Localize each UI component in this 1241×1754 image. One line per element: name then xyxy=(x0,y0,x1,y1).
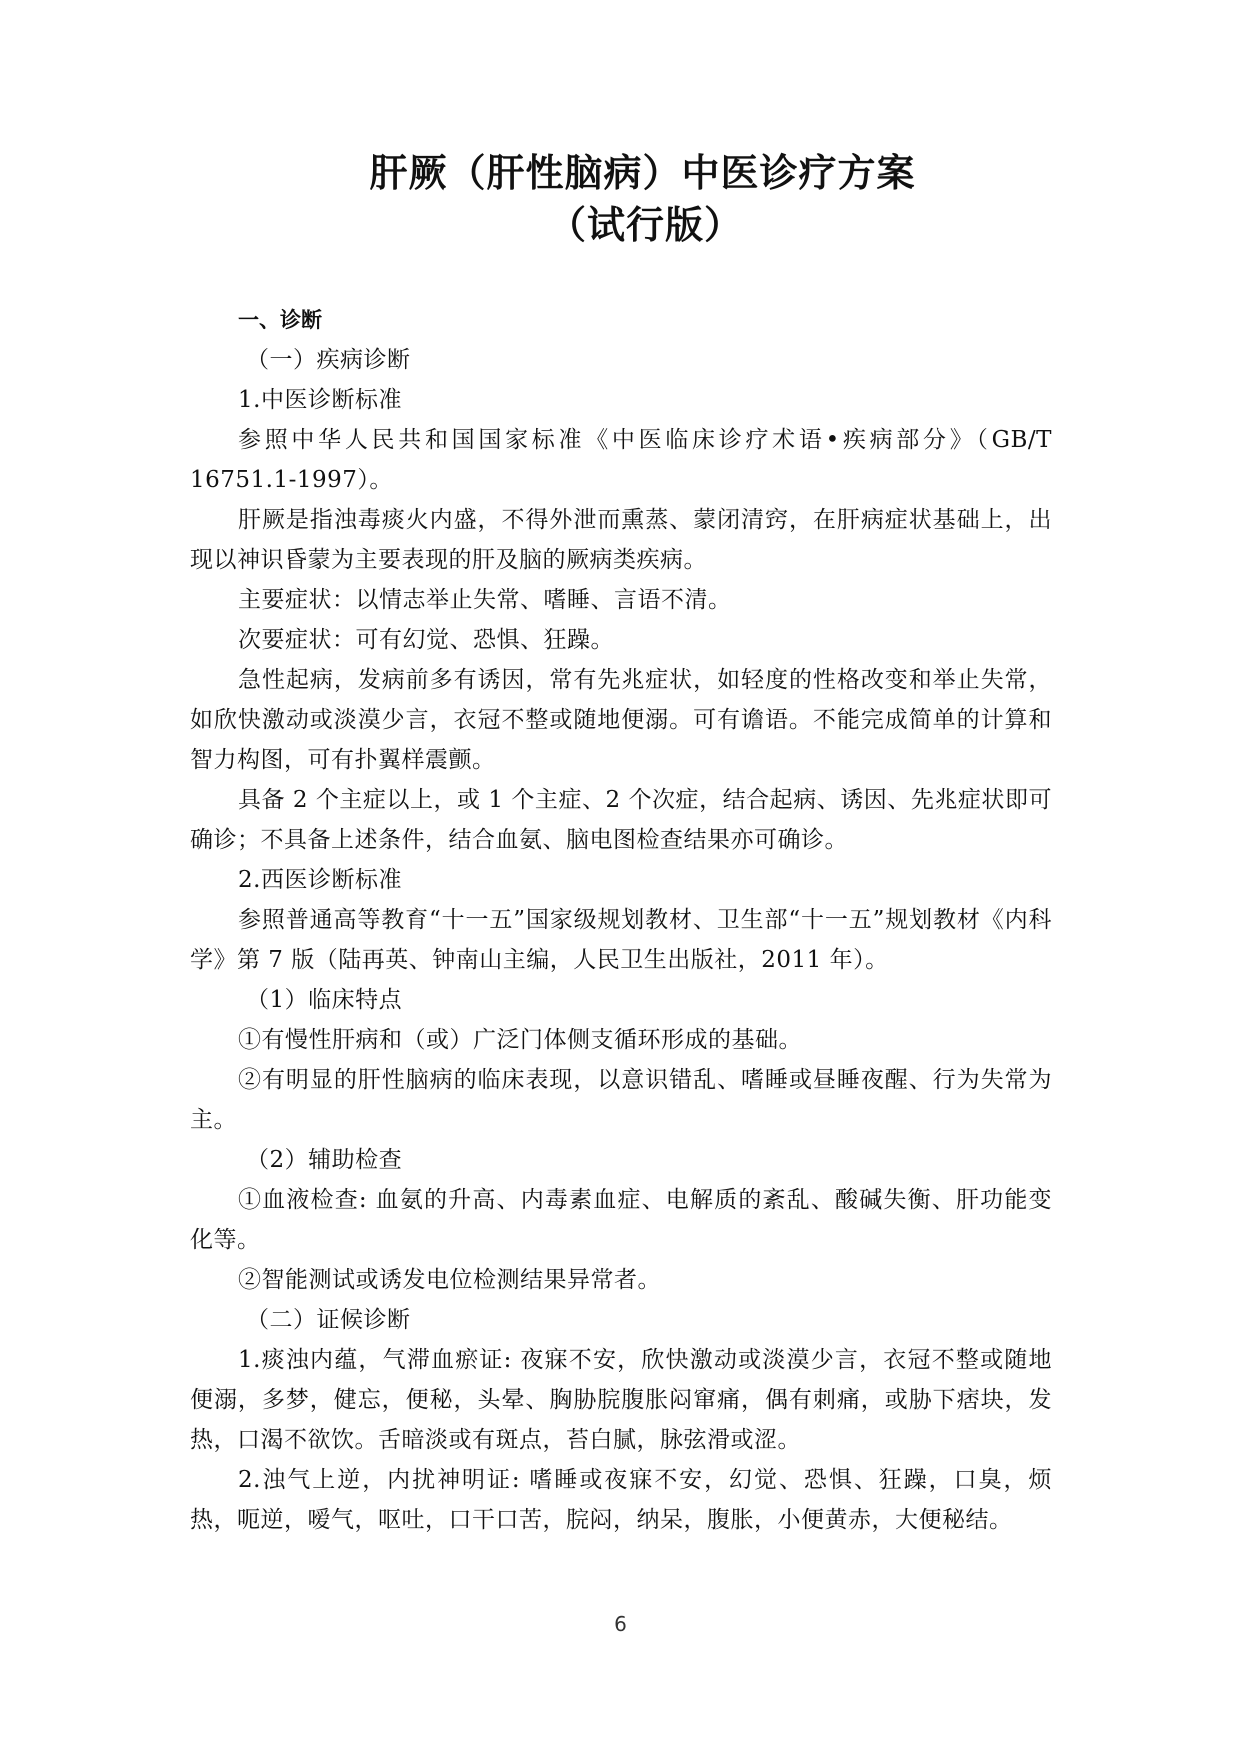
subsection-heading: （一）疾病诊断 xyxy=(246,347,411,373)
paragraph: 肝厥是指浊毒痰火内盛，不得外泄而熏蒸、蒙闭清窍，在肝病症状基础上，出现以神识昏蒙为主要表现的肝及脑的厥病类疾病。 xyxy=(190,507,1052,573)
paragraph: ②智能测试或诱发电位检测结果异常者。 xyxy=(238,1267,661,1293)
paragraph: 急性起病，发病前多有诱因，常有先兆症状，如轻度的性格改变和举止失常，如欣快激动或淡漠少言，衣冠不整或随地便溺。可有谵语。不能完成简单的计算和智力构图，可有扑翼样震颤。 xyxy=(190,667,1052,773)
paragraph: ②有明显的肝性脑病的临床表现，以意识错乱、嗜睡或昼睡夜醒、行为失常为主。 xyxy=(190,1067,1052,1133)
paragraph: 参照普通高等教育“十一五”国家级规划教材、卫生部“十一五”规划教材《内科学》第 7 版（陆再英、钟南山主编，人民卫生出版社，2011 年）。 xyxy=(190,907,1052,973)
document-title: 肝厥（肝性脑病）中医诊疗方案 xyxy=(369,151,916,195)
paragraph: 主要症状：以情志举止失常、嗜睡、言语不清。 xyxy=(238,587,732,613)
page-number: 6 xyxy=(614,1612,627,1636)
paragraph: 参照中华人民共和国国家标准《中医临床诊疗术语•疾病部分》（GB/T 16751.1-1997）。 xyxy=(190,427,1052,493)
subsection-heading: （1）临床特点 xyxy=(246,987,403,1013)
document-subtitle: （试行版） xyxy=(547,203,743,247)
paragraph: 具备 2 个主症以上，或 1 个主症、2 个次症，结合起病、诱因、先兆症状即可确诊；不具备上述条件，结合血氨、脑电图检查结果亦可确诊。 xyxy=(190,787,1052,853)
paragraph: 2.浊气上逆，内扰神明证: 嗜睡或夜寐不安，幻觉、恐惧、狂躁，口臭，烦热，呃逆，嗳气，呕吐，口干口苦，脘闷，纳呆，腹胀，小便黄赤，大便秘结。 xyxy=(190,1467,1052,1533)
subsection-heading: 2.西医诊断标准 xyxy=(238,867,402,893)
document-body xyxy=(190,300,1052,1540)
subsection-heading: 1.中医诊断标准 xyxy=(238,387,402,413)
paragraph: ①有慢性肝病和（或）广泛门体侧支循环形成的基础。 xyxy=(238,1027,802,1053)
paragraph: 次要症状：可有幻觉、恐惧、狂躁。 xyxy=(238,627,614,653)
subsection-heading: （二）证候诊断 xyxy=(246,1307,411,1333)
paragraph: ①血液检查: 血氨的升高、内毒素血症、电解质的紊乱、酸碱失衡、肝功能变化等。 xyxy=(190,1187,1052,1253)
subsection-heading: （2）辅助检查 xyxy=(246,1147,403,1173)
section-heading: 一、诊断 xyxy=(238,308,322,332)
paragraph: 1.痰浊内蕴，气滞血瘀证: 夜寐不安，欣快激动或淡漠少言，衣冠不整或随地便溺，多梦，健忘，便秘，头晕、胸胁脘腹胀闷窜痛，偶有刺痛，或胁下痞块，发热，口渴不欲饮。舌暗淡或有斑点，苔白腻，脉弦滑或涩。 xyxy=(190,1347,1052,1453)
